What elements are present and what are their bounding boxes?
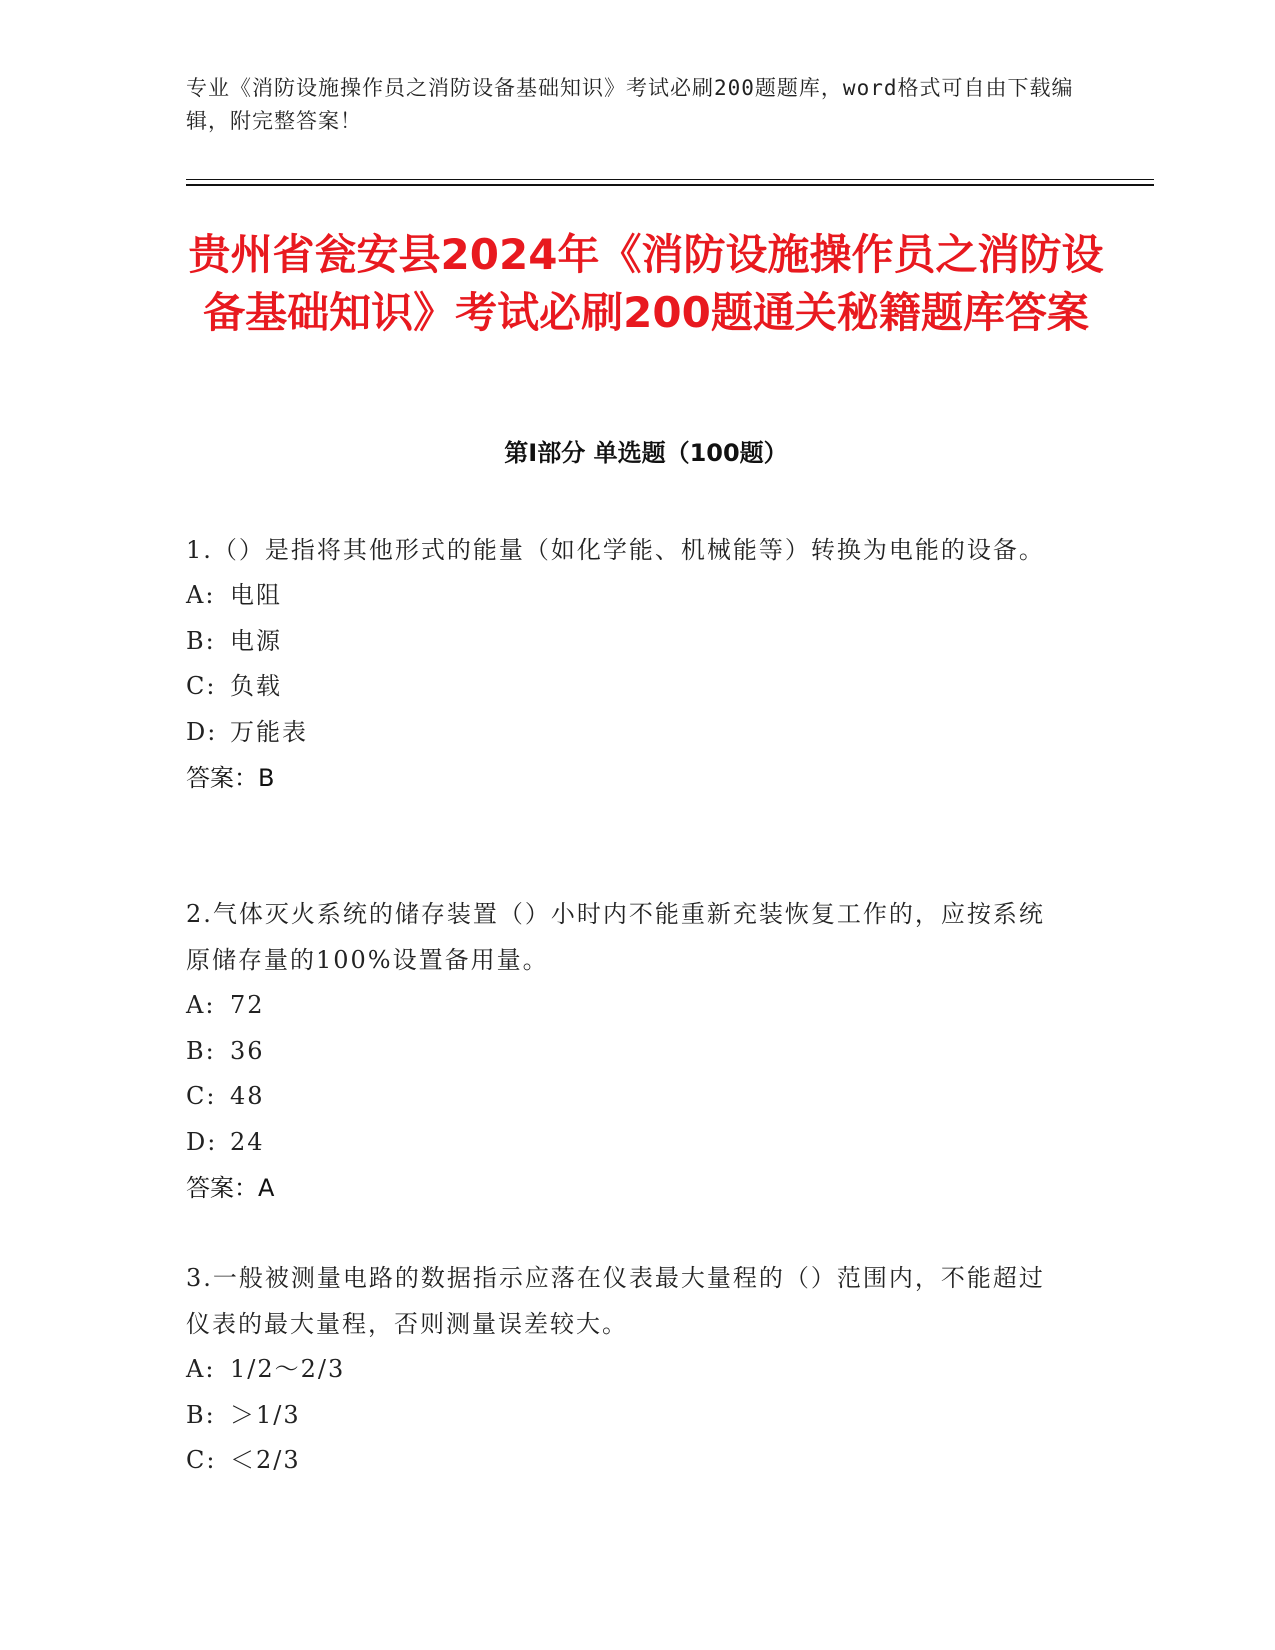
answer: 答案：B bbox=[186, 764, 275, 792]
option-text: 48 bbox=[230, 1082, 265, 1110]
option-letter: A: bbox=[186, 1355, 216, 1383]
header-rule-thick bbox=[186, 184, 1154, 186]
header-note: 专业《消防设施操作员之消防设备基础知识》考试必刷200题题库，word格式可自由下载编辑，附完整答案！ bbox=[186, 76, 1074, 133]
option-letter: B: bbox=[186, 1400, 216, 1429]
document-title: 贵州省瓮安县2024年《消防设施操作员之消防设备基础知识》考试必刷200题通关秘籍题库答案 bbox=[188, 230, 1104, 337]
option-c bbox=[186, 1438, 1066, 1484]
option-letter: D: bbox=[186, 717, 218, 746]
header-rule-thin bbox=[186, 179, 1154, 180]
option-text: ＜2/3 bbox=[230, 1446, 301, 1474]
question-2 bbox=[186, 891, 1066, 1211]
option-letter: A: bbox=[186, 991, 216, 1019]
option-c bbox=[186, 664, 1066, 710]
option-d bbox=[186, 1120, 1066, 1166]
option-d bbox=[186, 710, 1066, 756]
option-text: 24 bbox=[230, 1127, 265, 1156]
answer: 答案：A bbox=[186, 1174, 275, 1202]
option-text: 36 bbox=[230, 1036, 265, 1065]
option-letter: C: bbox=[186, 1082, 217, 1110]
option-c bbox=[186, 1074, 1066, 1120]
option-b bbox=[186, 1029, 1066, 1075]
question-1 bbox=[186, 527, 1066, 801]
option-a bbox=[186, 1347, 1066, 1393]
question-3 bbox=[186, 1255, 1066, 1484]
option-letter: B: bbox=[186, 1036, 216, 1065]
option-text: ＞1/3 bbox=[230, 1400, 301, 1429]
option-text: 万能表 bbox=[230, 717, 308, 746]
option-a bbox=[186, 983, 1066, 1029]
section-heading: 第I部分 单选题（100题） bbox=[504, 439, 788, 467]
option-text: 电阻 bbox=[230, 581, 282, 609]
option-a bbox=[186, 573, 1066, 619]
question-text: 1.（）是指将其他形式的能量（如化学能、机械能等）转换为电能的设备。 bbox=[186, 536, 1045, 564]
option-letter: B: bbox=[186, 626, 216, 655]
option-letter: C: bbox=[186, 1446, 217, 1474]
option-b bbox=[186, 1393, 1066, 1439]
option-text: 72 bbox=[230, 991, 265, 1019]
question-text: 3.一般被测量电路的数据指示应落在仪表最大量程的（）范围内，不能超过仪表的最大量程，否则测量误差较大。 bbox=[186, 1264, 1045, 1338]
option-text: 1/2～2/3 bbox=[230, 1355, 346, 1383]
option-text: 负载 bbox=[230, 672, 282, 700]
question-text: 2.气体灭火系统的储存装置（）小时内不能重新充装恢复工作的，应按系统原储存量的100%设置备用量。 bbox=[186, 900, 1045, 974]
option-letter: C: bbox=[186, 672, 217, 700]
option-b bbox=[186, 619, 1066, 665]
option-text: 电源 bbox=[230, 626, 282, 655]
option-letter: A: bbox=[186, 581, 216, 609]
option-letter: D: bbox=[186, 1127, 218, 1156]
